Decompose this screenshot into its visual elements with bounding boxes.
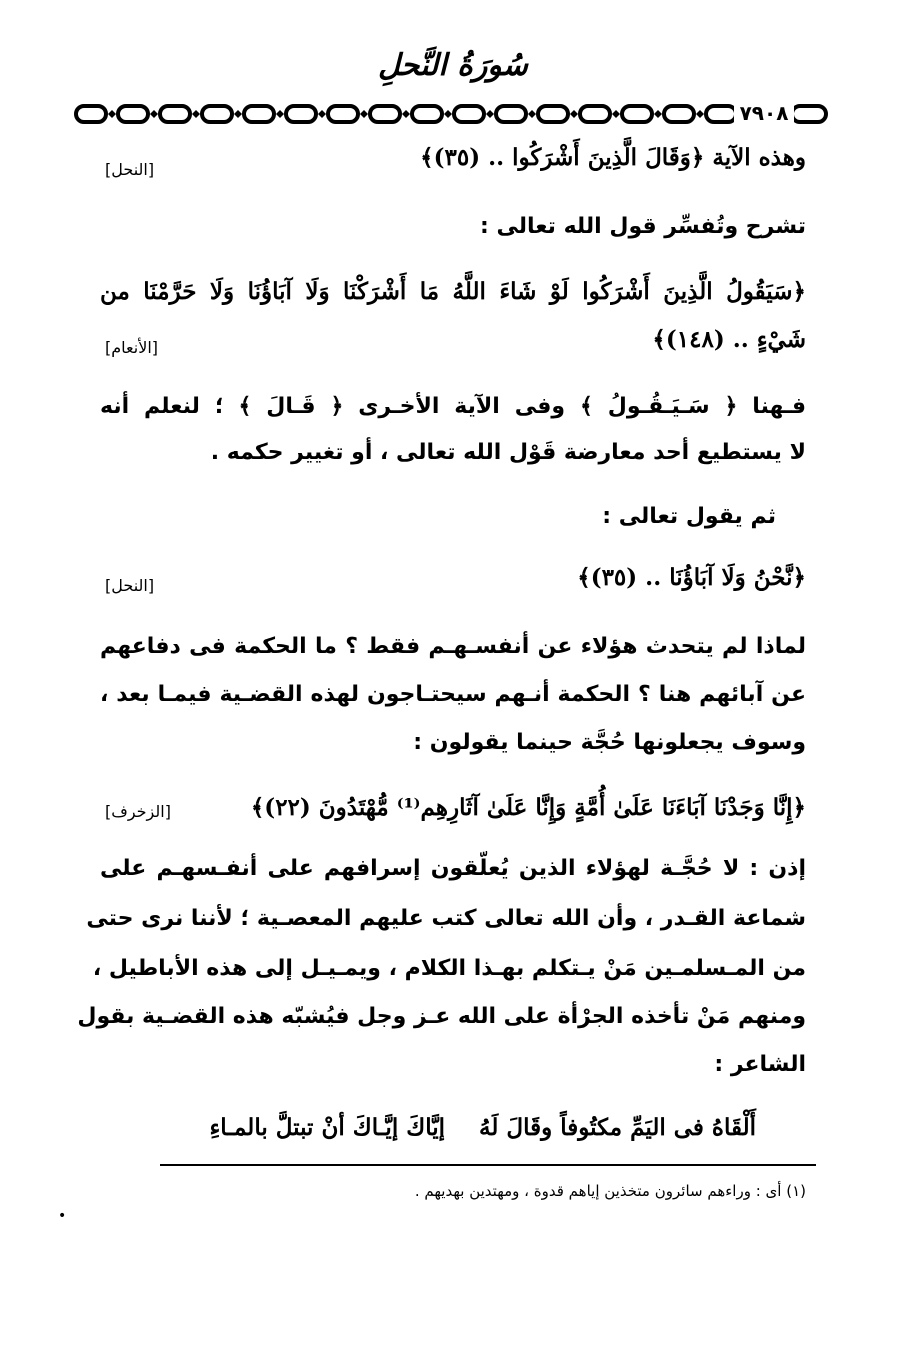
surah-reference: [الزخرف] bbox=[105, 802, 171, 821]
text-line: لا يستطيع أحد معارضة قَوْل الله تعالى ، أو تغيير حكمه . bbox=[210, 440, 806, 465]
surah-title: سُورَةُ النَّحلِ bbox=[378, 48, 528, 83]
poem-hemistich: إيَّاكَ إيَّـاكَ أنْ تبتلَّ بالمـاءِ bbox=[209, 1114, 445, 1141]
text-line: وسوف يجعلونها حُجَّة حينما يقولون : bbox=[413, 730, 806, 755]
text-line: ثم يقول تعالى : bbox=[602, 504, 776, 529]
footnote: (١) أى : وراءهم سائرون متخذين إياهم قدوة ، ومهتدين بهديهم . bbox=[414, 1182, 806, 1200]
text-line: عن آبائهم هنا ؟ الحكمة أنـهم سيحتـاجون لهذه القضـية فيمـا بعد ، bbox=[100, 682, 806, 707]
text-line: شماعة القـدر ، وأن الله تعالى كتب عليهم المعصـية ؛ لأننا نرى حتى bbox=[86, 906, 806, 931]
text-line: من المـسلمـين مَنْ يـتكلم بهـذا الكلام ، ويمـيـل إلى هذه الأباطيل ، bbox=[92, 956, 806, 981]
ornamental-border bbox=[74, 100, 830, 128]
surah-reference: [النحل] bbox=[105, 576, 155, 595]
verse-line: ﴿سَيَقُولُ الَّذِينَ أَشْرَكُوا لَوْ شَاءَ اللَّهُ مَا أَشْرَكْنَا وَلَا آبَاؤُنَا وَلَا حَرَّمْنَا من bbox=[100, 278, 806, 305]
surah-reference: [النحل] bbox=[105, 160, 155, 179]
page-number: ٧٩٠٨ bbox=[734, 98, 794, 128]
text-line: إذن : لا حُجَّـة لهؤلاء الذين يُعلّقون إسرافهم على أنفـسهـم على bbox=[100, 856, 806, 881]
text-line: فـهنا ﴿ سَـيَـقُـولُ ﴾ وفى الآية الأخـرى ﴿ قَـالَ ﴾ ؛ لنعلم أنه bbox=[100, 394, 806, 419]
verse-line: ﴿إِنَّا وَجَدْنَا آبَاءَنَا عَلَىٰ أُمَّةٍ وَإِنَّا عَلَىٰ آثَارِهِم⁽¹⁾ مُّهْتَدُونَ (٢٢)﴾ bbox=[250, 794, 806, 821]
text-line: تشرح وتُفسِّر قول الله تعالى : bbox=[480, 214, 806, 239]
text-line: الشاعر : bbox=[714, 1052, 806, 1077]
poem-hemistich: أَلْقَاهُ فى اليَمِّ مكتُوفاً وقَالَ لَهُ bbox=[479, 1114, 756, 1141]
footnote-divider bbox=[160, 1164, 816, 1166]
verse-line: شَيْءٍ .. (١٤٨)﴾ bbox=[652, 326, 806, 353]
text-line: لماذا لم يتحدث هؤلاء عن أنفسـهـم فقط ؟ ما الحكمة فى دفاعهم bbox=[100, 634, 806, 659]
surah-reference: [الأنعام] bbox=[105, 338, 159, 357]
quote-line: وهذه الآية ﴿وَقَالَ الَّذِينَ أَشْرَكُوا .. (٣٥)﴾ bbox=[420, 144, 806, 171]
text-line: ومنهم مَنْ تأخذه الجرْأة على الله عـز وجل فيُشبّه هذه القضـية بقول bbox=[77, 1004, 806, 1029]
verse-line: ﴿نَّحْنُ وَلَا آبَاؤُنَا .. (٣٥)﴾ bbox=[577, 564, 806, 591]
print-mark: • bbox=[58, 1208, 67, 1224]
